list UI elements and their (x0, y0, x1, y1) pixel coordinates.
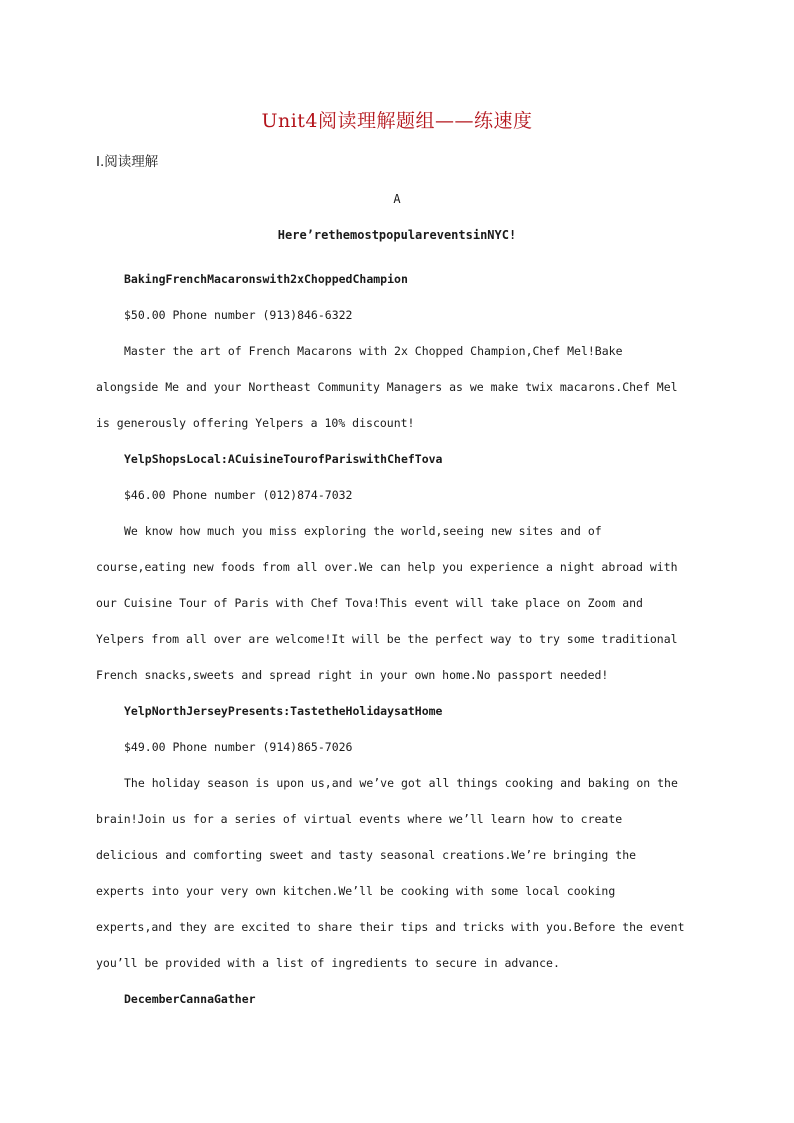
paragraph-line: delicious and comforting sweet and tasty seasonal creations.We’re bringing the (96, 848, 637, 862)
paragraph-line: experts,and they are excited to share their tips and tricks with you.Before the event (96, 920, 685, 934)
paragraph-line: We know how much you miss exploring the world,seeing new sites and of (124, 524, 602, 538)
passage-letter: A (393, 192, 401, 206)
paragraph-line: Master the art of French Macarons with 2x Chopped Champion,Chef Mel!Bake (124, 344, 623, 358)
event-title: DecemberCannaGather (124, 992, 256, 1006)
paragraph-line: brain!Join us for a series of virtual events where we’ll learn how to create (96, 812, 623, 826)
paragraph-line: Yelpers from all over are welcome!It will be the perfect way to try some traditional (96, 632, 678, 646)
paragraph-line: you’ll be provided with a list of ingredients to secure in advance. (96, 956, 560, 970)
paragraph-line: our Cuisine Tour of Paris with Chef Tova!This event will take place on Zoom and (96, 596, 643, 610)
paragraph-line: French snacks,sweets and spread right in your own home.No passport needed! (96, 668, 609, 682)
paragraph-line: course,eating new foods from all over.We can help you experience a night abroad with (96, 560, 678, 574)
event-title: BakingFrenchMacaronswith2xChoppedChampion (124, 272, 408, 286)
paragraph-line: alongside Me and your Northeast Community Managers as we make twix macarons.Chef Mel (96, 380, 678, 394)
passage-body (96, 261, 696, 1017)
event-title: YelpShopsLocal:ACuisineTourofPariswithChefTova (124, 452, 443, 466)
event-price-phone: $46.00 Phone number (012)874-7032 (124, 488, 353, 502)
passage-title: Here’rethemostpopulareventsinNYC! (277, 228, 517, 242)
paragraph-line: The holiday season is upon us,and we’ve got all things cooking and baking on the (124, 776, 678, 790)
event-price-phone: $50.00 Phone number (913)846-6322 (124, 308, 353, 322)
event-title: YelpNorthJerseyPresents:TastetheHolidaysatHome (124, 704, 443, 718)
page-title: Unit4阅读理解题组——练速度 (261, 110, 533, 132)
paragraph-line: is generously offering Yelpers a 10% discount! (96, 416, 415, 430)
paragraph-line: experts into your very own kitchen.We’ll be cooking with some local cooking (96, 884, 616, 898)
event-price-phone: $49.00 Phone number (914)865-7026 (124, 740, 353, 754)
section-heading: Ⅰ.阅读理解 (96, 154, 159, 170)
